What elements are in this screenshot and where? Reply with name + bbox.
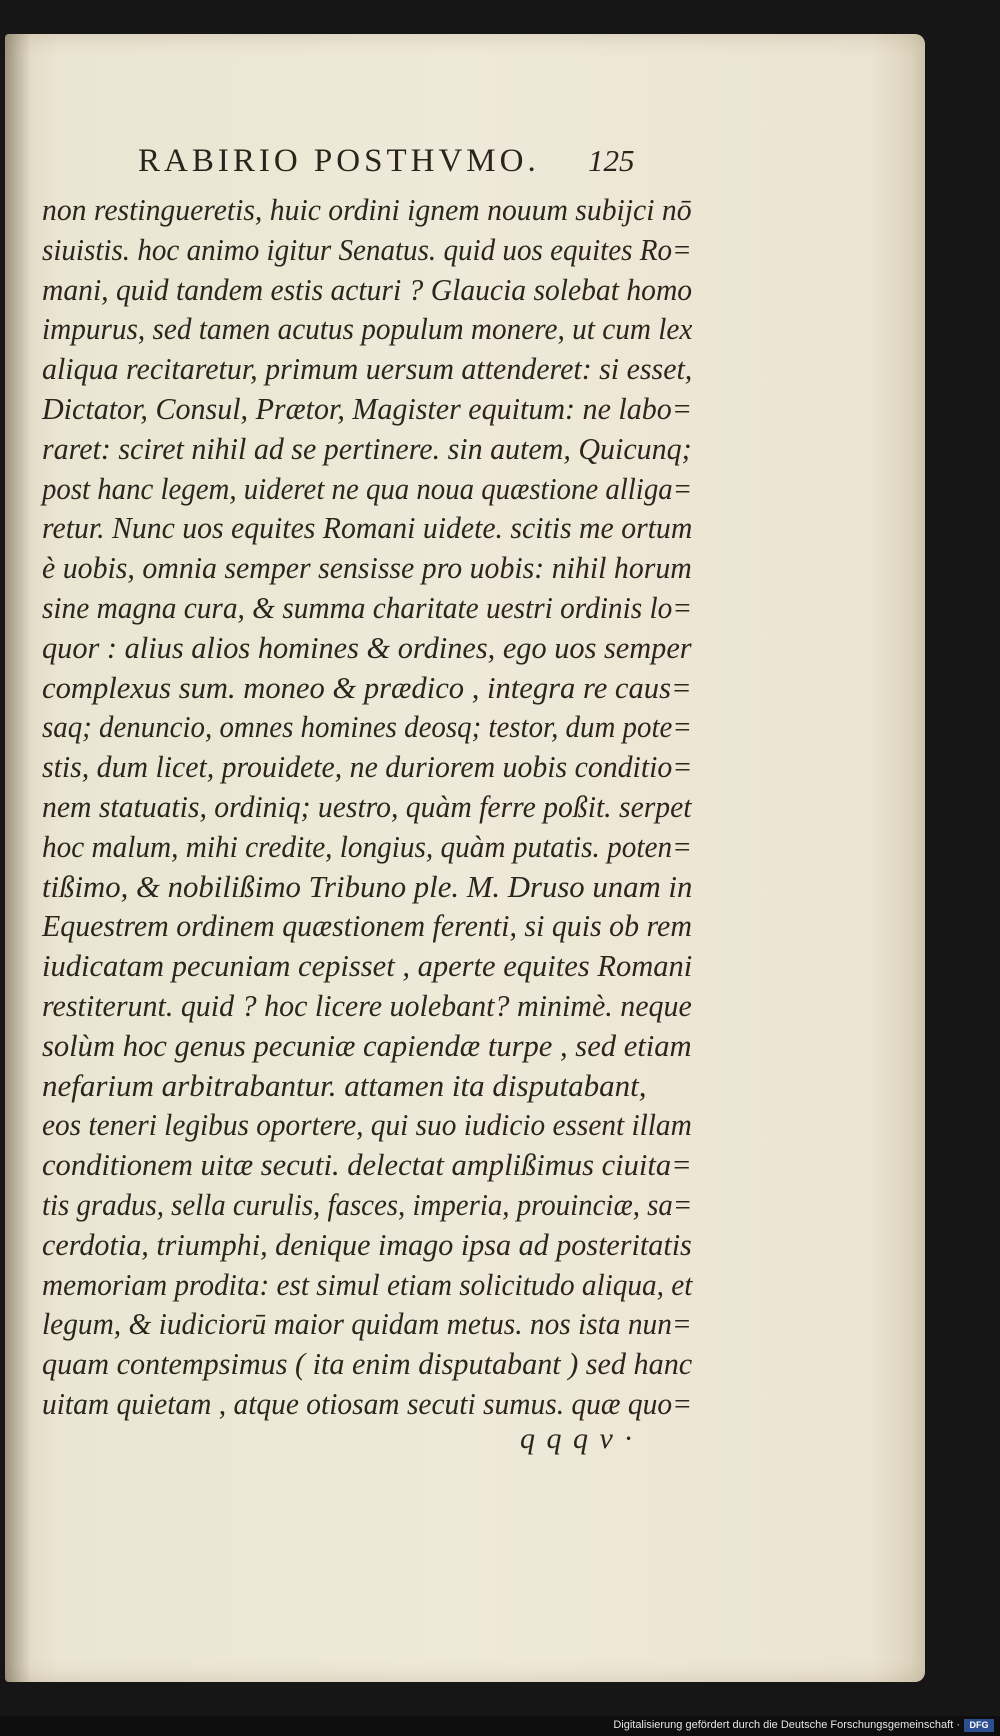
text-line: aliqua recitaretur, primum uersum attenderet: si esset,	[42, 351, 693, 387]
text-line: Equestrem ordinem quæstionem ferenti, si quis ob rem	[42, 908, 692, 944]
text-line: siuistis. hoc animo igitur Senatus. quid uos equites Ro=	[42, 231, 692, 267]
text-line: cerdotia, triumphi, denique imago ipsa ad posteritatis	[42, 1226, 692, 1262]
text-line: raret: sciret nihil ad se pertinere. sin autem, Quicunq;	[42, 430, 692, 466]
dfg-logo: DFG	[964, 1719, 994, 1732]
text-line: è uobis, omnia semper sensisse pro uobis: nihil horum	[42, 550, 692, 586]
text-line: restiterunt. quid ? hoc licere uolebant? minimè. neque	[42, 987, 692, 1023]
signature-mark: q q q v ·	[520, 1422, 634, 1455]
running-head: RABIRIO POSTHVMO.	[138, 143, 540, 179]
text-line: eos teneri legibus oportere, qui suo iudicio essent illam	[42, 1107, 692, 1143]
text-line: retur. Nunc uos equites Romani uidete. scitis me ortum	[42, 510, 693, 546]
page-number: 125	[588, 143, 635, 178]
text-line: hoc malum, mihi credite, longius, quàm putatis. poten=	[42, 828, 692, 864]
text-line: impurus, sed tamen acutus populum monere, ut cum lex	[42, 311, 693, 347]
text-line: nefarium arbitrabantur. attamen ita disputabant,	[42, 1067, 647, 1103]
text-line: stis, dum licet, prouidete, ne duriorem uobis conditio=	[42, 749, 693, 785]
text-line: memoriam prodita: est simul etiam solicitudo aliqua, et	[42, 1266, 693, 1302]
text-line: saq; denuncio, omnes homines deosq; testor, dum pote=	[42, 709, 692, 745]
text-line: tißimo, & nobilißimo Tribuno ple. M. Druso unam in	[42, 868, 693, 904]
text-block	[42, 190, 692, 1424]
text-line: non restingueretis, huic ordini ignem nouum subijci nō	[42, 192, 692, 227]
text-line: uitam quietam , atque otiosam secuti sumus. quæ quo=	[42, 1385, 692, 1421]
text-line: nem statuatis, ordiniq; uestro, quàm ferre poßit. serpet	[42, 788, 692, 824]
text-line: Dictator, Consul, Prætor, Magister equitum: ne labo=	[42, 390, 693, 426]
text-line: sine magna cura, & summa charitate uestri ordinis lo=	[42, 589, 693, 625]
gutter-shadow	[5, 34, 31, 1682]
text-line: mani, quid tandem estis acturi ? Glaucia solebat homo	[42, 271, 693, 307]
text-line: iudicatam pecuniam cepisset , aperte equites Romani	[42, 948, 693, 984]
text-line: post hanc legem, uideret ne qua noua quæstione alliga=	[42, 470, 693, 506]
text-line: tis gradus, sella curulis, fasces, imperia, prouinciæ, sa=	[42, 1186, 693, 1222]
text-line: solùm hoc genus pecuniæ capiendæ turpe , sed etiam	[42, 1027, 692, 1063]
text-line: complexus sum. moneo & prædico , integra re caus=	[42, 669, 692, 705]
text-line: quor : alius alios homines & ordines, ego uos semper	[42, 629, 692, 665]
text-line: conditionem uitæ secuti. delectat amplißimus ciuita=	[42, 1147, 692, 1183]
text-line: quam contempsimus ( ita enim disputabant ) sed hanc	[42, 1346, 693, 1382]
text-line: legum, & iudiciorū maior quidam metus. nos ista nun=	[42, 1306, 692, 1342]
digitization-credit: Digitalisierung gefördert durch die Deutsche Forschungsgemeinschaft ·	[613, 1719, 960, 1731]
